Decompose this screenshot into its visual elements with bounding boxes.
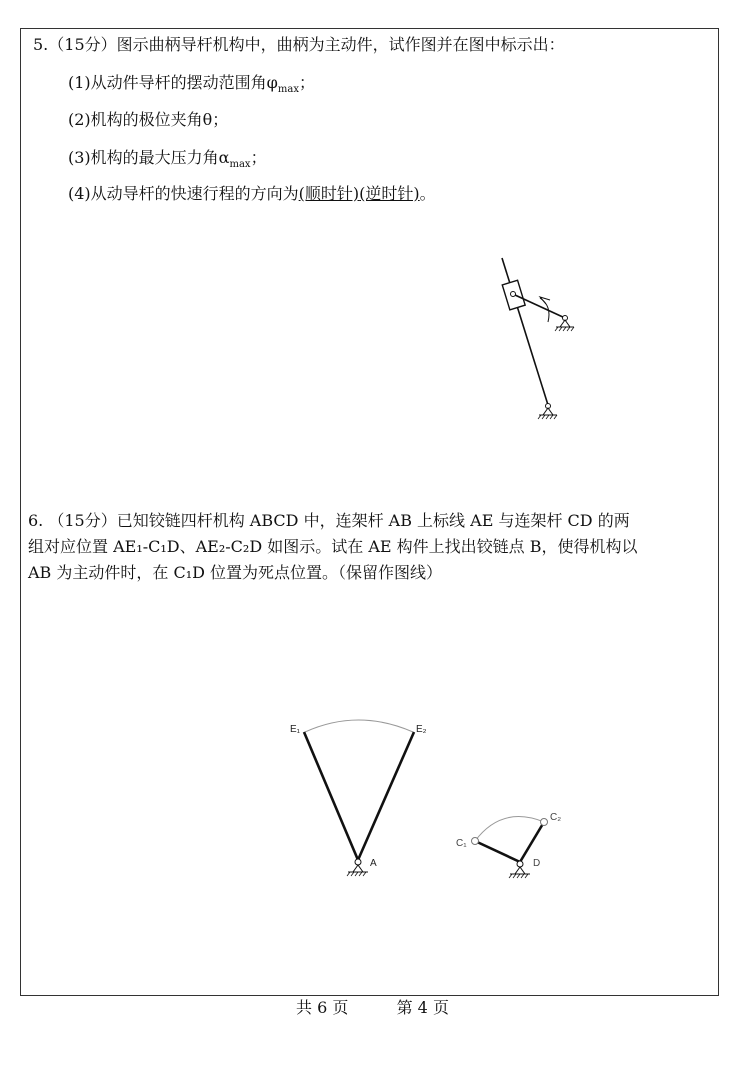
joint-c2 [541,819,548,826]
label-a: A [370,858,377,869]
page-footer [0,998,745,1018]
label-e2: E₂ [416,724,427,735]
joint-c1 [472,838,479,845]
q5-item-4: (4)从动导杆的快速行程的方向为(顺时针)(逆时针)。 [68,184,436,203]
crank-pivot-support [555,316,574,332]
link-ae1 [304,732,358,860]
label-d: D [533,858,541,869]
arc-e1-e2 [305,720,413,732]
guide-bar [502,258,548,405]
q5-item-3: (3)机构的最大压力角$\alpha_{max}$； [68,148,267,171]
q5-item-1: (1)从动件导杆的摆动范围角$\varphi_{max}$； [68,73,315,96]
pivot-a-support [347,859,368,876]
link-c1d [475,841,520,862]
label-e1: E₁ [290,724,301,735]
q6-line-3: AB 为主动件时，在 C₁D 位置为死点位置。（保留作图线） [28,563,443,582]
link-c2d [520,822,544,862]
pivot-d-support [509,861,530,878]
current-page: 第 4 页 [396,998,449,1017]
q6-line-2: 组对应位置 AE₁-C₁D、AE₂-C₂D 如图示。试在 AE 构件上找出铰链点 B，使得机构以 [28,537,638,556]
crank-guide-mechanism-figure [480,250,590,430]
q6-line-1: 6. （15分）已知铰链四杆机构 ABCD 中，连架杆 AB 上标线 AE 与连架杆 CD 的两 [28,511,630,530]
label-c1: C₁ [456,838,467,849]
guide-pivot-support [538,404,557,420]
q5-title: 5.（15分）图示曲柄导杆机构中，曲柄为主动件，试作图并在图中标示出： [33,35,565,54]
label-c2: C₂ [550,812,562,823]
link-ae2 [358,732,414,860]
total-pages: 共 6 页 [296,998,349,1017]
q5-item-2: (2)机构的极位夹角θ； [68,110,229,129]
four-bar-linkage-figure [280,710,580,890]
